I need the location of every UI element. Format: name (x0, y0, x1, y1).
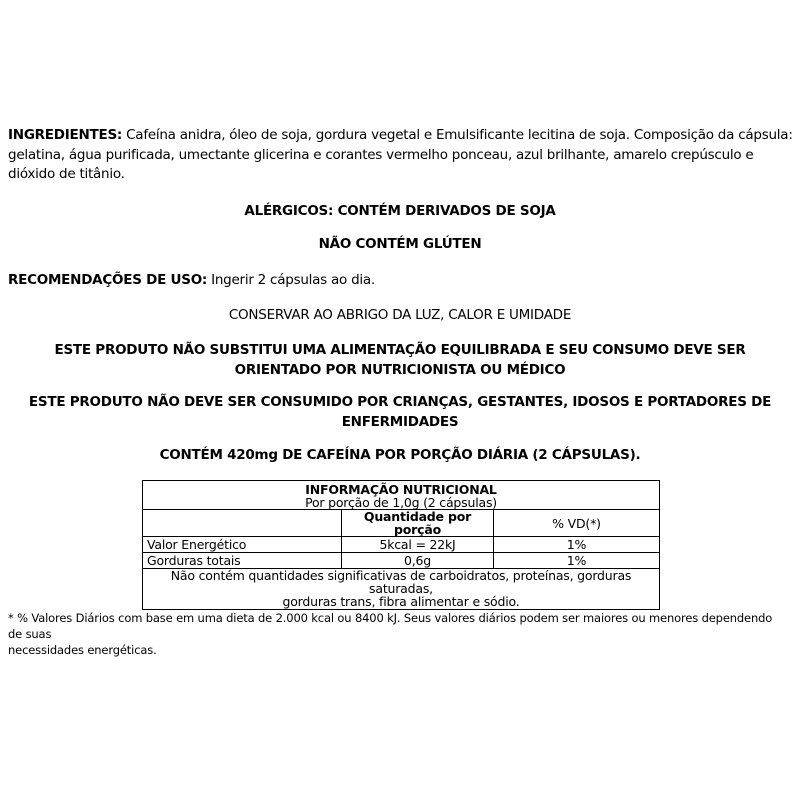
nutrition-table-column-headers (143, 510, 660, 537)
nutrition-header-qty: Quantidade por porção (342, 510, 494, 537)
warning-restricted-line2: ENFERMIDADES (341, 413, 459, 430)
usage-paragraph (8, 271, 794, 291)
nutrition-note-line2: gorduras trans, fibra alimentar e sódio. (282, 594, 520, 609)
allergens-notice: ALÉRGICOS: CONTÉM DERIVADOS DE SOJA (244, 203, 556, 219)
nutrient-vd: 1% (494, 537, 660, 553)
nutrient-qty: 0,6g (342, 553, 494, 569)
ingredients-text: Cafeína anidra, óleo de soja, gordura vegetal e Emulsificante lecitina de soja. Composição da cápsula: gelatina, água purificada, umectante glicerina e corantes vermelho ponceau, azul brilhante, amarelo crepúsculo e dióxido de titânio. (8, 127, 793, 182)
footnote-line1: * % Valores Diários com base em uma dieta de 2.000 kcal ou 8400 kJ. Seus valores diários podem ser maiores ou menores dependendo de suas (8, 611, 773, 641)
warning-restricted-line1: ESTE PRODUTO NÃO DEVE SER CONSUMIDO POR CRIANÇAS, GESTANTES, IDOSOS E PORTADORES DE (28, 394, 772, 410)
footnote (8, 610, 788, 658)
nutrient-vd: 1% (494, 553, 660, 569)
table-row (143, 537, 660, 553)
nutrient-qty: 5kcal = 22kJ (342, 537, 494, 553)
nutrient-name: Gorduras totais (143, 553, 342, 569)
footnote-line2: necessidades energéticas. (8, 643, 157, 657)
ingredients-label: INGREDIENTES: (8, 127, 123, 143)
warning-substitute-line2: ORIENTADO POR NUTRICIONISTA OU MÉDICO (234, 361, 566, 378)
nutrition-table-header (143, 481, 660, 510)
warning-substitute-line1: ESTE PRODUTO NÃO SUBSTITUI UMA ALIMENTAÇÃO EQUILIBRADA E SEU CONSUMO DEVE SER (54, 342, 746, 358)
gluten-notice: NÃO CONTÉM GLÚTEN (318, 236, 482, 252)
nutrition-table-note (143, 569, 660, 610)
nutrition-header-empty (143, 510, 342, 537)
storage-notice: CONSERVAR AO ABRIGO DA LUZ, CALOR E UMIDADE (228, 307, 572, 323)
usage-label: RECOMENDAÇÕES DE USO: (8, 272, 208, 288)
warning-restricted-groups (0, 393, 800, 432)
nutrient-name: Valor Energético (143, 537, 342, 553)
table-row (143, 553, 660, 569)
nutrition-table-title: INFORMAÇÃO NUTRICIONAL (305, 482, 497, 497)
nutrition-table (142, 480, 660, 610)
caffeine-notice: CONTÉM 420mg DE CAFEÍNA POR PORÇÃO DIÁRIA (2 CÁPSULAS). (159, 447, 641, 463)
ingredients-paragraph (8, 126, 794, 185)
nutrition-note-line1: Não contém quantidades significativas de carboidratos, proteínas, gorduras saturadas, (170, 568, 632, 596)
usage-text: Ingerir 2 cápsulas ao dia. (207, 272, 375, 288)
nutrition-table-serving: Por porção de 1,0g (2 cápsulas) (305, 495, 497, 510)
nutrition-header-vd: % VD(*) (494, 510, 660, 537)
warning-substitute (0, 341, 800, 380)
